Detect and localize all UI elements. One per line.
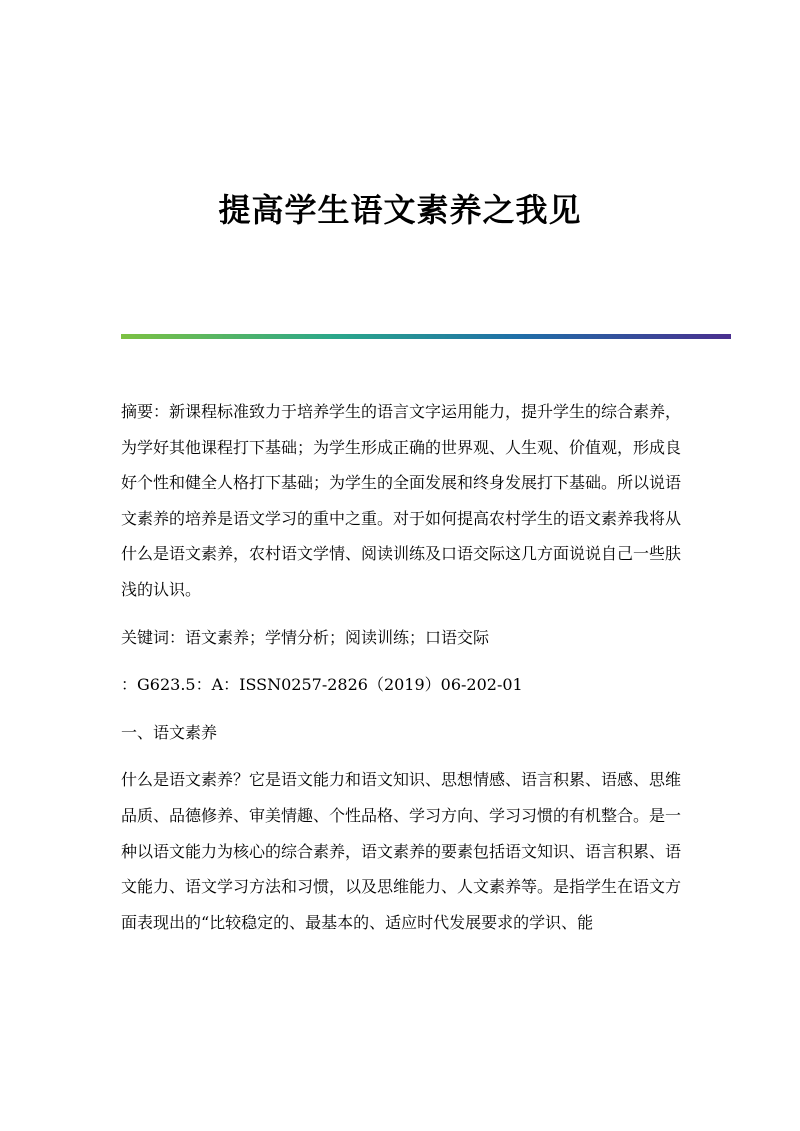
document-body	[121, 394, 681, 940]
title-divider	[121, 334, 731, 339]
classification-line: ：G623.5：A：ISSN0257-2826（2019）06-202-01	[121, 675, 523, 695]
abstract-paragraph: 摘要：新课程标准致力于培养学生的语言文字运用能力，提升学生的综合素养，为学好其他课程打下基础；为学生形成正确的世界观、人生观、价值观，形成良好个性和健全人格打下基础；为学生的全面发展和终身发展打下基础。所以说语文素养的培养是语文学习的重中之重。对于如何提高农村学生的语文素养我将从什么是语文素养，农村语文学情、阅读训练及口语交际这几方面说说自己一些肤浅的认识。	[121, 402, 682, 599]
keywords-line: 关键词：语文素养；学情分析；阅读训练；口语交际	[121, 627, 490, 647]
document-title: 提高学生语文素养之我见	[218, 191, 582, 229]
section-heading: 一、语文素养	[121, 722, 218, 742]
body-paragraph: 什么是语文素养？它是语文能力和语文知识、思想情感、语言积累、语感、思维品质、品德修养、审美情趣、个性品格、学习方向、学习习惯的有机整合。是一种以语文能力为核心的综合素养，语文素养的要素包括语文知识、语言积累、语文能力、语文学习方法和习惯，以及思维能力、人文素养等。是指学生在语文方面表现出的“比较稳定的、最基本的、适应时代发展要求的学识、能	[121, 770, 682, 932]
